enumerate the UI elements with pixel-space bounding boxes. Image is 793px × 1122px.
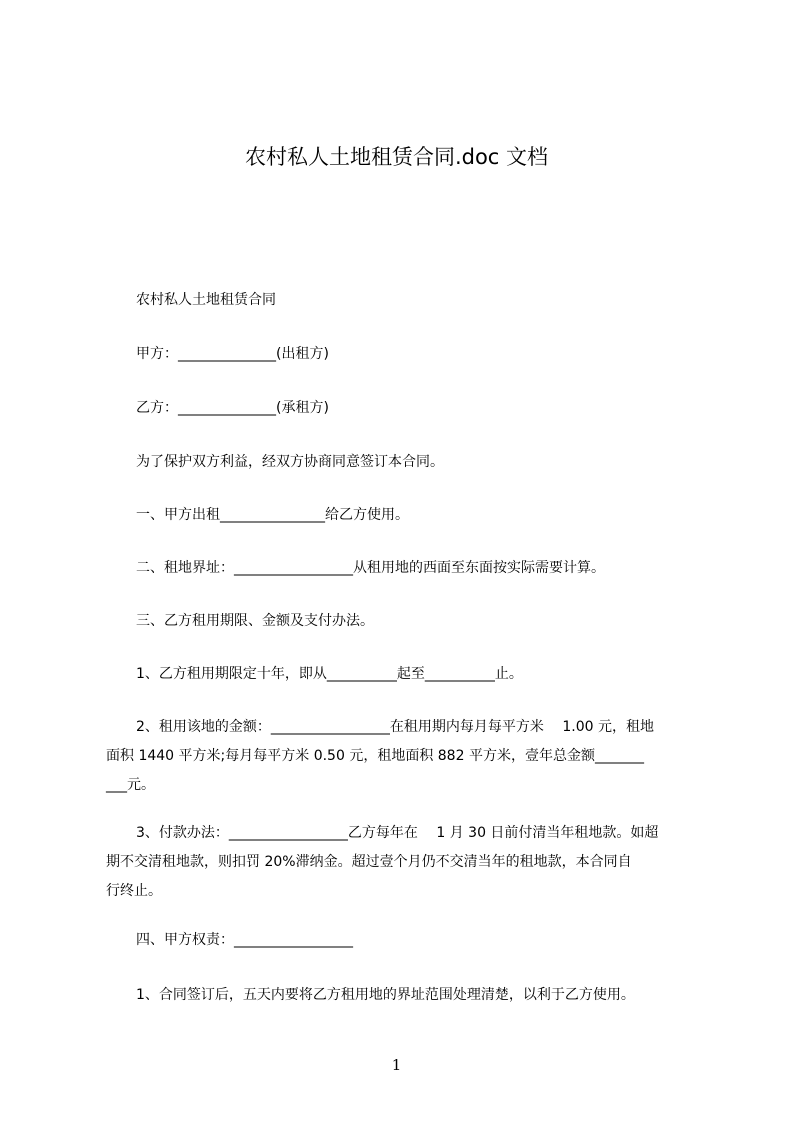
clause-3-2-line-1-text: 2、租用该地的金额：_________________在租用期内每月每平方米 1.00 元，租地 — [136, 719, 654, 735]
preamble-text: 为了保护双方利益，经双方协商同意签订本合同。 — [136, 454, 444, 470]
clause-3-3 — [106, 819, 711, 906]
party-a-line — [106, 342, 711, 367]
page-number: 1 — [391, 1056, 402, 1074]
contract-heading-text: 农村私人土地租赁合同 — [136, 292, 276, 308]
clause-4-1-text: 1、合同签订后，五天内要将乙方租用地的界址范围处理清楚，以利于乙方使用。 — [136, 987, 635, 1003]
party-a-text: 甲方：______________(出租方) — [136, 346, 329, 362]
article-3 — [106, 609, 711, 634]
clause-3-2-line-3: ___元。 — [106, 777, 155, 793]
document-title: 农村私人土地租赁合同.doc 文档 — [244, 145, 549, 169]
clause-3-2-line-1 — [106, 713, 711, 742]
clause-3-3-line-2: 期不交清租地款，则扣罚 20%滞纳金。超过壹个月仍不交清当年的租地款，本合同自 — [106, 854, 632, 870]
clause-3-1-text: 1、乙方租用期限定十年，即从__________起至__________止。 — [136, 666, 523, 682]
clause-3-3-line-1 — [106, 819, 711, 848]
clause-4-1 — [106, 983, 711, 1008]
preamble-paragraph — [106, 450, 711, 475]
article-4-text: 四、甲方权责：_________________ — [136, 932, 353, 948]
clause-3-2 — [106, 713, 711, 800]
article-2-text: 二、租地界址：_________________从租用地的西面至东面按实际需要计算。 — [136, 560, 605, 576]
article-3-text: 三、乙方租用期限、金额及支付办法。 — [136, 613, 374, 629]
party-b-line — [106, 396, 711, 421]
article-1-text: 一、甲方出租_______________给乙方使用。 — [136, 507, 409, 523]
clause-3-3-line-1-text: 3、付款办法：_________________乙方每年在 1 月 30 日前付清当年租地款。如超 — [136, 825, 659, 841]
article-4 — [106, 928, 711, 953]
party-b-text: 乙方：______________(承租方) — [136, 400, 329, 416]
clause-3-2-line-2: 面积 1440 平方米;每月每平方米 0.50 元，租地面积 882 平方米，壹年总金额_______ — [106, 748, 644, 764]
clause-3-3-line-3: 行终止。 — [106, 883, 162, 899]
contract-heading — [106, 288, 711, 313]
article-2 — [106, 556, 711, 581]
article-1 — [106, 503, 711, 528]
clause-3-1 — [106, 662, 711, 687]
